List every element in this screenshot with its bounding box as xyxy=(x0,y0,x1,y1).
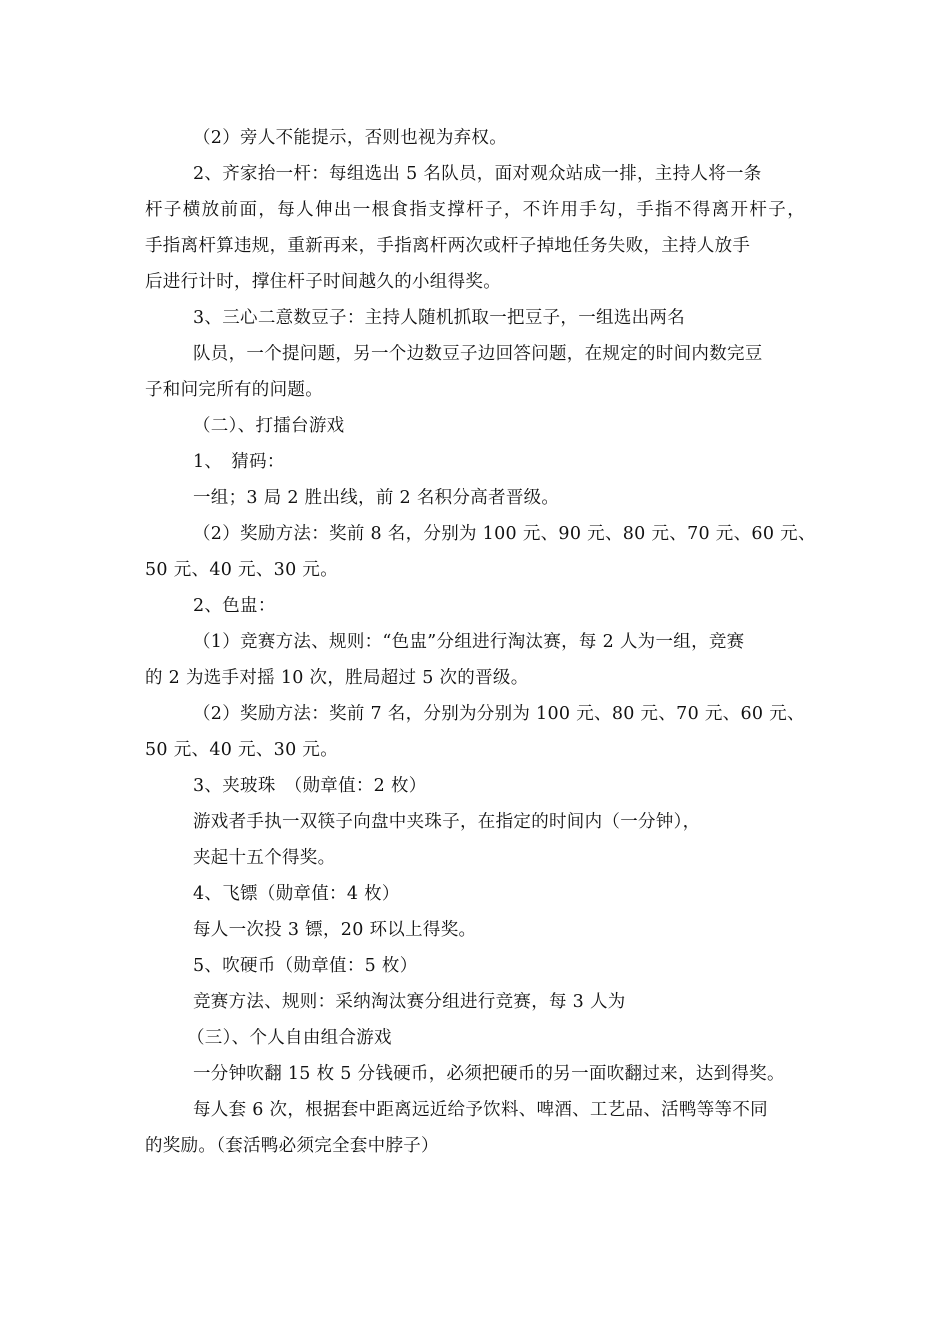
text-line-29: 的奖励。（套活鸭必须完全套中脖子） xyxy=(145,1136,439,1156)
text-line-24: 5、吹硬币（勋章值：5 枚） xyxy=(193,956,418,976)
text-line-2: 2、齐家抬一杆：每组选出 5 名队员，面对观众站成一排，主持人将一条 xyxy=(193,164,762,184)
section-heading-2: （二）、打擂台游戏 xyxy=(193,416,345,436)
text-line-12: （2）奖励方法：奖前 8 名，分别为 100 元、90 元、80 元、70 元、60 元、 xyxy=(193,524,816,544)
text-line-14: 2、色盅： xyxy=(193,596,276,616)
text-line-19: 3、夹玻珠 （勋章值：2 枚） xyxy=(193,776,427,796)
text-line-11: 一组；3 局 2 胜出线，前 2 名积分高者晋级。 xyxy=(193,488,560,508)
text-line-20: 游戏者手执一双筷子向盘中夹珠子，在指定的时间内（一分钟）， xyxy=(193,812,701,832)
text-line-13: 50 元、40 元、30 元。 xyxy=(145,560,338,580)
text-line-28: 每人套 6 次，根据套中距离远近给予饮料、啤酒、工艺品、活鸭等等不同 xyxy=(193,1100,768,1120)
text-line-7: 队员，一个提问题，另一个边数豆子边回答问题，在规定的时间内数完豆 xyxy=(193,344,763,364)
text-line-6: 3、三心二意数豆子：主持人随机抓取一把豆子，一组选出两名 xyxy=(193,308,686,328)
text-line-23: 每人一次投 3 镖，20 环以上得奖。 xyxy=(193,920,477,940)
text-line-1: （2）旁人不能提示，否则也视为弃权。 xyxy=(193,128,508,148)
text-line-17: （2）奖励方法：奖前 7 名，分别为分别为 100 元、80 元、70 元、60 元、 xyxy=(193,704,805,724)
text-line-5: 后进行计时，撑住杆子时间越久的小组得奖。 xyxy=(145,272,501,292)
text-line-16: 的 2 为选手对摇 10 次，胜局超过 5 次的晋级。 xyxy=(145,668,529,688)
section-heading-3: （三）、个人自由组合游戏 xyxy=(187,1028,392,1048)
text-line-4: 手指离杆算违规，重新再来，手指离杆两次或杆子掉地任务失败，主持人放手 xyxy=(145,236,751,256)
text-line-25: 竞赛方法、规则：采纳淘汰赛分组进行竞赛，每 3 人为 xyxy=(193,992,626,1012)
text-line-22: 4、飞镖（勋章值：4 枚） xyxy=(193,884,400,904)
text-line-15: （1）竞赛方法、规则：“色盅”分组进行淘汰赛，每 2 人为一组，竞赛 xyxy=(193,632,745,652)
text-line-21: 夹起十五个得奖。 xyxy=(193,848,336,868)
text-line-18: 50 元、40 元、30 元。 xyxy=(145,740,338,760)
text-line-10: 1、 猜码： xyxy=(193,452,285,472)
text-line-3: 杆子横放前面，每人伸出一根食指支撑杆子，不许用手勾，手指不得离开杆子， xyxy=(145,200,805,220)
text-line-8: 子和问完所有的问题。 xyxy=(145,380,323,400)
text-line-27: 一分钟吹翻 15 枚 5 分钱硬币，必须把硬币的另一面吹翻过来，达到得奖。 xyxy=(193,1064,785,1084)
